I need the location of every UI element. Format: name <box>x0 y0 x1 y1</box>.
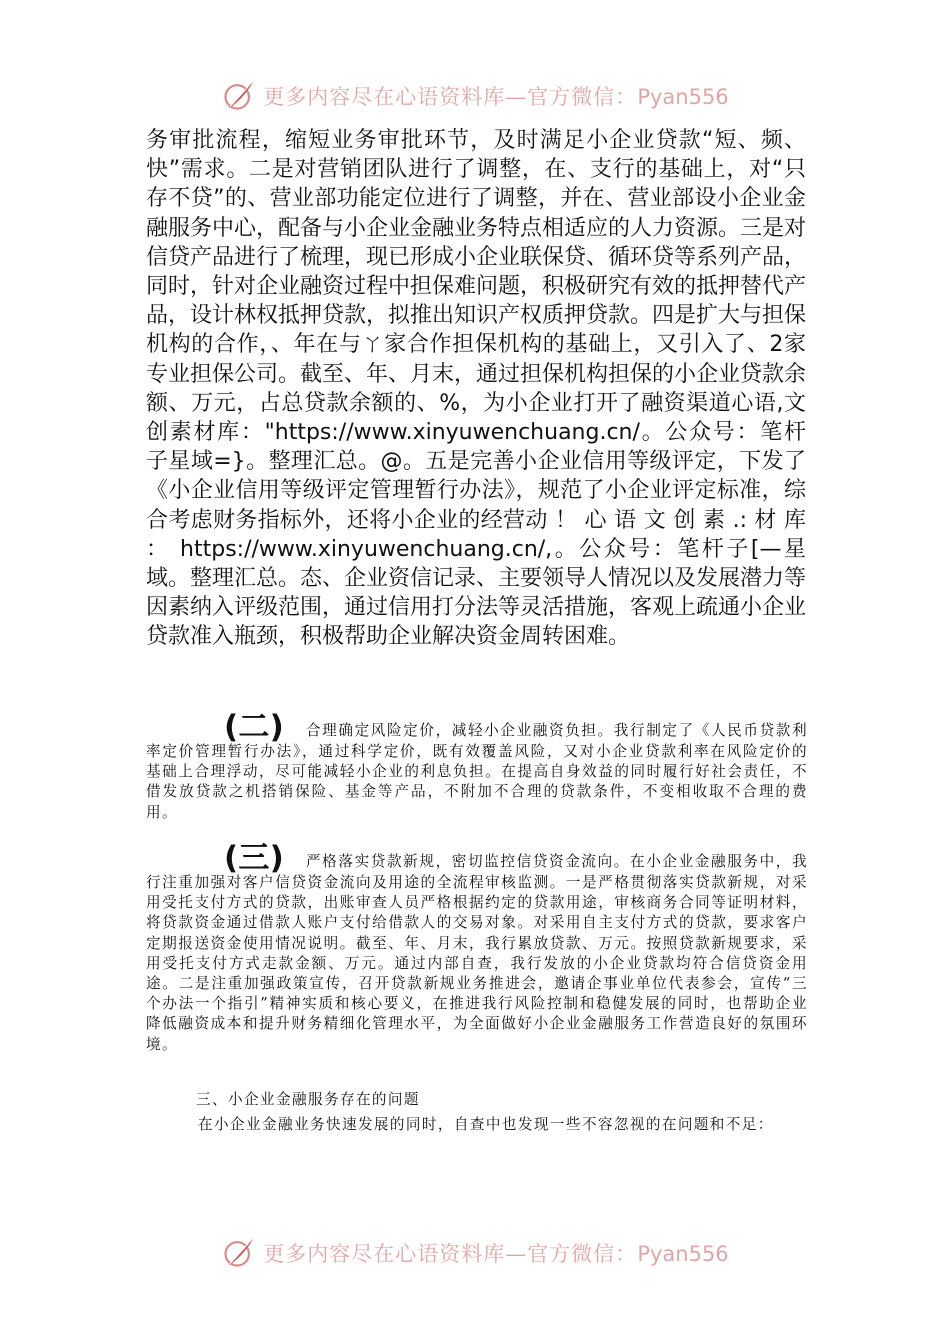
feather-logo-icon <box>221 78 257 114</box>
body-paragraph-1: 务审批流程，缩短业务审批环节，及时满足小企业贷款“短、频、快”需求。二是对营销团队进行了调整，在、支行的基础上，对“只存不贷”的、营业部功能定位进行了调整，并在、营业部设小企业金融服务中心，配备与小企业金融业务特点相适应的人力资源。三是对信贷产品进行了梳理，现已形成小企业联保贷、循环贷等系列产品，同时，针对企业融资过程中担保难问题，积极研究有效的抵押替代产品，设计林权抵押贷款，拟推出知识产权质押贷款。四是扩大与担保机构的合作，、年在与ㄚ家合作担保机构的基础上，又引入了、2家专业担保公司。截至、年、月末，通过担保机构担保的小企业贷款余额、万元，占总贷款余额的、%，为小企业打开了融资渠道心语,文创素材库："https://www.xinyuwenchuang.cn/。公众号：笔杆子星域=}。整理汇总。@。五是完善小企业信用等级评定，下发了《小企业信用等级评定管理暂行办法》，规范了小企业评定标准，综合考虑财务指标外，还将小企业的经营动 ！ 心 语 文 创 素 .: 材 库 ： https://www.xinyuwenchuang.cn/,。公众号：笔杆子[—星域。整理汇总。态、企业资信记录、主要领导人情况以及发展潜力等因素纳入评级范围，通过信用打分法等灵活措施，客观上疏通小企业贷款准入瓶颈，积极帮助企业解决资金周转困难。 <box>146 128 807 650</box>
watermark-text: 更多内容尽在心语资料库—官方微信：Pyan556 <box>263 1242 729 1266</box>
watermark-header <box>0 76 950 116</box>
section-2-number: (二) <box>224 709 284 745</box>
section-heading-3: 三、小企业金融服务存在的问题 <box>196 1091 420 1108</box>
section-2-paragraph <box>146 709 809 823</box>
watermark-footer <box>0 1233 950 1273</box>
section-3-number: (三) <box>224 840 284 876</box>
section-3-text: 严格落实贷款新规，密切监控信贷资金流向。在小企业金融服务中，我行注重加强对客户信贷资金流向及用途的全流程审核监测。一是严格贯彻落实贷款新规，对采用受托支付方式的贷款，出账审查人员严格根据约定的贷款用途，审核商务合同等证明材料，将贷款资金通过借款人账户支付给借款人的交易对象。对采用自主支付方式的贷款，要求客户定期报送资金使用情况说明。截至、年、月末，我行累放贷款、万元。按照贷款新规要求，采用受托支付方式走款金额、万元。通过内部自查，我行发放的小企业贷款均符合信贷资金用途。二是注重加强政策宣传，召开贷款新规业务推进会，邀请企事业单位代表参会，宣传“三个办法一个指引”精神实质和核心要义，在推进我行风险控制和稳健发展的同时，也帮助企业降低融资成本和提升财务精细化管理水平，为全面做好小企业金融服务工作营造良好的氛围环境。 <box>146 853 809 1053</box>
section-3-paragraph <box>146 840 809 1055</box>
body-paragraph-4: 在小企业金融业务快速发展的同时，自查中也发现一些不容忽视的在问题和不足： <box>198 1116 774 1133</box>
watermark-text: 更多内容尽在心语资料库—官方微信：Pyan556 <box>263 85 729 109</box>
feather-logo-icon <box>221 1235 257 1271</box>
section-2-text: 合理确定风险定价，减轻小企业融资负担。我行制定了《人民币贷款利率定价管理暂行办法》，通过科学定价，既有效覆盖风险，又对小企业贷款利率在风险定价的基础上合理浮动，尽可能减轻小企业的利息负担。在提高自身效益的同时履行好社会责任，不借发放贷款之机搭销保险、基金等产品，不附加不合理的贷款条件，不变相收取不合理的费用。 <box>146 722 809 821</box>
